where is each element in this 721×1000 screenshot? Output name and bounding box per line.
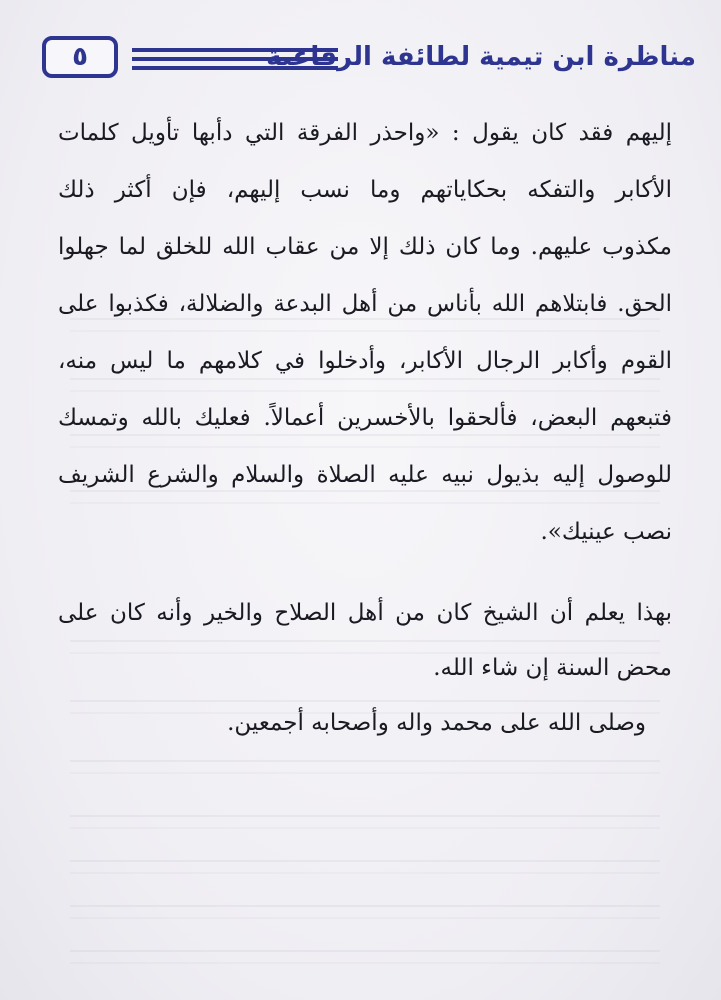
text-line: الأكابر والتفكه بحكاياتهم وما نسب إليهم، فإن أكثر ذلك — [58, 177, 672, 203]
bleed-through-line — [70, 950, 660, 964]
bleed-through-line — [70, 760, 660, 774]
page-header — [36, 36, 696, 82]
book-title: مناظرة ابن تيمية لطائفة الرفاعية — [266, 42, 696, 72]
bleed-through-line — [70, 860, 660, 874]
page-number: ٥ — [72, 42, 88, 72]
text-line: للوصول إليه بذيول نبيه عليه الصلاة والسلام والشرع الشريف — [58, 462, 672, 488]
text-line: مكذوب عليهم. وما كان ذلك إلا من عقاب الله للخلق لما جهلوا — [58, 234, 672, 260]
text-line: فتبعهم البعض، فألحقوا بالأخسرين أعمالاً. فعليك بالله وتمسك — [58, 405, 672, 431]
bleed-through-line — [70, 815, 660, 829]
bleed-through-line — [70, 905, 660, 919]
text-line: القوم وأكابر الرجال الأكابر، وأدخلوا في كلامهم ما ليس منه، — [58, 348, 672, 374]
closing-line: وصلى الله على محمد واله وأصحابه أجمعين. — [227, 710, 646, 736]
page-number-box — [42, 36, 118, 78]
paragraph-gap — [58, 561, 672, 586]
body-text — [58, 105, 672, 751]
text-line: محض السنة إن شاء الله. — [433, 655, 672, 681]
text-line: نصب عينيك». — [540, 519, 672, 545]
text-line: بهذا يعلم أن الشيخ كان من أهل الصلاح والخير وأنه كان على — [58, 600, 672, 626]
text-line: الحق. فابتلاهم الله بأناس من أهل البدعة والضلالة، فكذبوا على — [58, 291, 672, 317]
text-line: إليهم فقد كان يقول : «واحذر الفرقة التي دأبها تأويل كلمات — [58, 120, 672, 146]
